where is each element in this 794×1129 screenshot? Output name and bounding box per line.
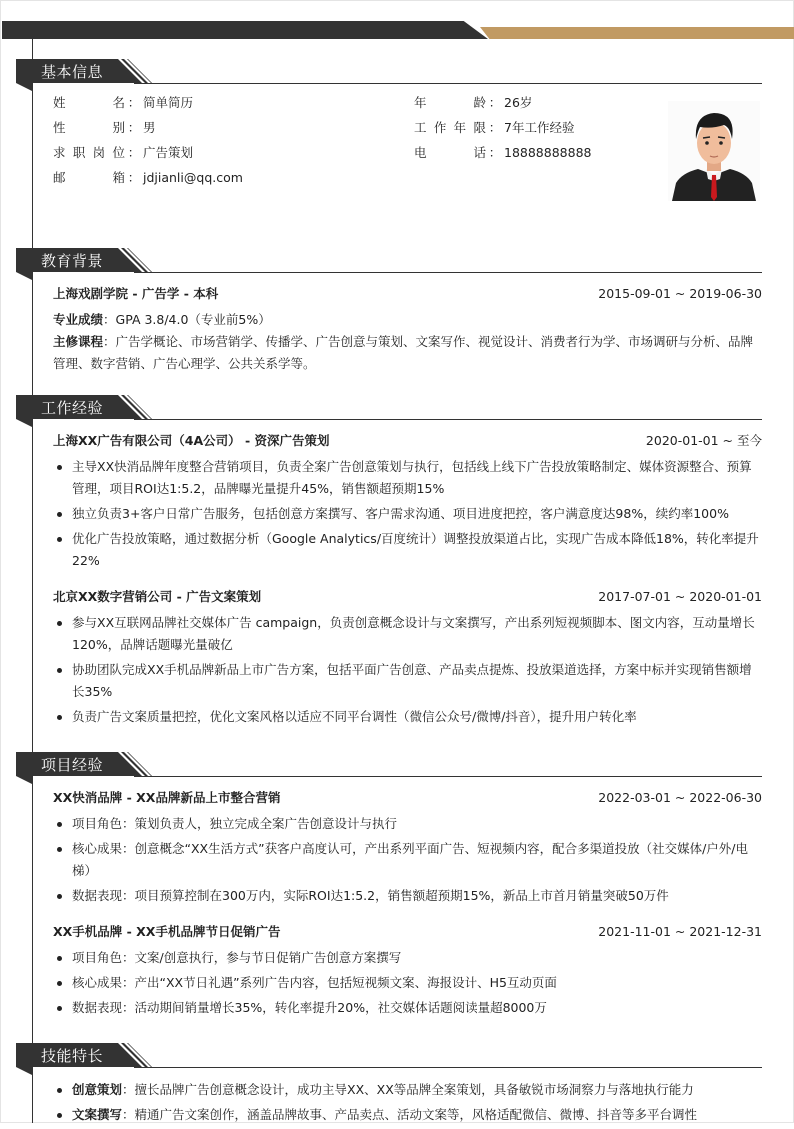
project-bullets [53, 947, 762, 1022]
section-fold [16, 419, 32, 427]
skill-label: 文案撰写 [72, 1107, 123, 1122]
info-colon: ： [488, 145, 502, 160]
info-gender [53, 118, 156, 138]
work-title: 上海XX广告有限公司（4A公司） - 资深广告策划 [53, 433, 330, 448]
section-title: 基本信息 [41, 63, 104, 81]
info-colon: ： [127, 120, 141, 135]
section-rule [134, 272, 762, 273]
project-entry-header [53, 922, 762, 942]
info-label: 求职岗位 [53, 145, 125, 160]
section-title: 项目经验 [41, 756, 104, 774]
info-experience-years [414, 118, 574, 138]
stripes-icon [112, 59, 172, 83]
info-position [53, 143, 193, 163]
list-item: 核心成果：创意概念“XX生活方式”获客户高度认可，产出系列平面广告、短视频内容，配合多渠道投放（社交媒体/户外/电梯） [53, 838, 762, 882]
info-label: 性别 [53, 120, 125, 135]
project-title: XX手机品牌 - XX手机品牌节日促销广告 [53, 924, 281, 939]
education-gpa [53, 309, 762, 331]
info-phone [414, 143, 591, 163]
courses-label: 主修课程 [53, 334, 104, 349]
section-fold [16, 776, 32, 784]
list-item: 参与XX互联网品牌社交媒体广告 campaign，负责创意概念设计与文案撰写，产出系列短视频脚本、图文内容，互动量增长120%，品牌话题曝光量破亿 [53, 612, 762, 656]
info-age [414, 93, 532, 113]
section-fold [16, 272, 32, 280]
section-rule [134, 1067, 762, 1068]
stripes-icon [112, 752, 172, 776]
list-item: 负责广告文案质量把控，优化文案风格以适应不同平台调性（微信公众号/微博/抖音），提升用户转化率 [53, 706, 762, 728]
work-title: 北京XX数字营销公司 - 广告文案策划 [53, 589, 262, 604]
courses-value: ：广告学概论、市场营销学、传播学、广告创意与策划、文案写作、视觉设计、消费者行为学、市场调研与分析、品牌管理、数字营销、广告心理学、公共关系学等。 [53, 334, 754, 371]
project-date: 2021-11-01 ~ 2021-12-31 [598, 924, 762, 939]
info-label: 邮箱 [53, 170, 125, 185]
left-timeline-line [32, 39, 33, 1123]
section-rule [134, 419, 762, 420]
education-entry-header [53, 284, 762, 304]
education-courses [53, 331, 762, 375]
info-value: 男 [143, 120, 156, 135]
list-item [53, 1079, 762, 1101]
info-value: 广告策划 [143, 145, 194, 160]
list-item: 独立负责3+客户日常广告服务，包括创意方案撰写、客户需求沟通、项目进度把控，客户满意度达98%，续约率100% [53, 503, 762, 525]
education-date: 2015-09-01 ~ 2019-06-30 [598, 286, 762, 301]
info-colon: ： [127, 170, 141, 185]
section-rule [134, 776, 762, 777]
section-header-work [16, 395, 762, 421]
info-value: 26岁 [504, 95, 533, 110]
info-label: 工作年限 [414, 120, 486, 135]
header-gold-bar [480, 27, 794, 39]
skill-value: ：擅长品牌广告创意概念设计，成功主导XX、XX等品牌全案策划，具备敏锐市场洞察力与落地执行能力 [122, 1082, 694, 1097]
avatar-portrait-icon [668, 101, 760, 201]
skills-bullets [53, 1079, 762, 1129]
work-date: 2020-01-01 ~ 至今 [645, 433, 762, 448]
info-value: 7年工作经验 [504, 120, 575, 135]
gpa-value: ：GPA 3.8/4.0（专业前5%） [103, 312, 271, 327]
list-item: 主导XX快消品牌年度整合营销项目，负责全案广告创意策划与执行，包括线上线下广告投放策略制定、媒体资源整合、预算管理，项目ROI达1:5.2，品牌曝光量提升45%，销售额超预期15% [53, 456, 762, 500]
info-label: 电话 [414, 145, 486, 160]
info-colon: ： [488, 120, 502, 135]
project-entry-header [53, 788, 762, 808]
list-item: 优化广告投放策略，通过数据分析（Google Analytics/百度统计）调整投放渠道占比，实现广告成本降低18%，转化率提升22% [53, 528, 762, 572]
education-title: 上海戏剧学院 - 广告学 - 本科 [53, 286, 219, 301]
list-item: 数据表现：活动期间销量增长35%，转化率提升20%，社交媒体话题阅读量超8000万 [53, 997, 762, 1019]
gpa-label: 专业成绩 [53, 312, 104, 327]
info-value: jdjianli@qq.com [143, 170, 243, 185]
section-rule [134, 83, 762, 84]
info-value: 18888888888 [504, 145, 592, 160]
work-bullets [53, 612, 762, 731]
info-email [53, 168, 243, 188]
section-fold [16, 1067, 32, 1075]
project-date: 2022-03-01 ~ 2022-06-30 [598, 790, 762, 805]
list-item: 协助团队完成XX手机品牌新品上市广告方案，包括平面广告创意、产品卖点提炼、投放渠道选择，方案中标并实现销售额增长35% [53, 659, 762, 703]
list-item: 项目角色：文案/创意执行，参与节日促销广告创意方案撰写 [53, 947, 762, 969]
section-header-skills [16, 1043, 762, 1069]
work-date: 2017-07-01 ~ 2020-01-01 [598, 589, 762, 604]
section-header-projects [16, 752, 762, 778]
section-title: 工作经验 [41, 399, 104, 417]
section-title: 教育背景 [41, 252, 104, 270]
avatar [668, 101, 760, 201]
project-bullets [53, 813, 762, 910]
section-header-education [16, 248, 762, 274]
work-bullets [53, 456, 762, 575]
work-entry-header [53, 587, 762, 607]
info-colon: ： [488, 95, 502, 110]
work-entry-header [53, 431, 762, 451]
info-value: 简单简历 [143, 95, 194, 110]
stripes-icon [112, 1043, 172, 1067]
skill-value: ：精通广告文案创作，涵盖品牌故事、产品卖点、活动文案等，风格适配微信、微博、抖音等多平台调性 [122, 1107, 698, 1122]
info-name [53, 93, 193, 113]
list-item: 核心成果：产出“XX节日礼遇”系列广告内容，包括短视频文案、海报设计、H5互动页面 [53, 972, 762, 994]
info-colon: ： [127, 145, 141, 160]
header-dark-bar [2, 21, 488, 39]
info-colon: ： [127, 95, 141, 110]
section-title: 技能特长 [41, 1047, 104, 1065]
stripes-icon [112, 248, 172, 272]
list-item: 数据表现：项目预算控制在300万内，实际ROI达1:5.2，销售额超预期15%，新品上市首月销量突破50万件 [53, 885, 762, 907]
project-title: XX快消品牌 - XX品牌新品上市整合营销 [53, 790, 281, 805]
section-fold [16, 83, 32, 91]
skill-label: 创意策划 [72, 1082, 123, 1097]
section-header-basic [16, 59, 762, 85]
list-item: 项目角色：策划负责人，独立完成全案广告创意设计与执行 [53, 813, 762, 835]
info-label: 姓名 [53, 95, 125, 110]
info-label: 年龄 [414, 95, 486, 110]
stripes-icon [112, 395, 172, 419]
